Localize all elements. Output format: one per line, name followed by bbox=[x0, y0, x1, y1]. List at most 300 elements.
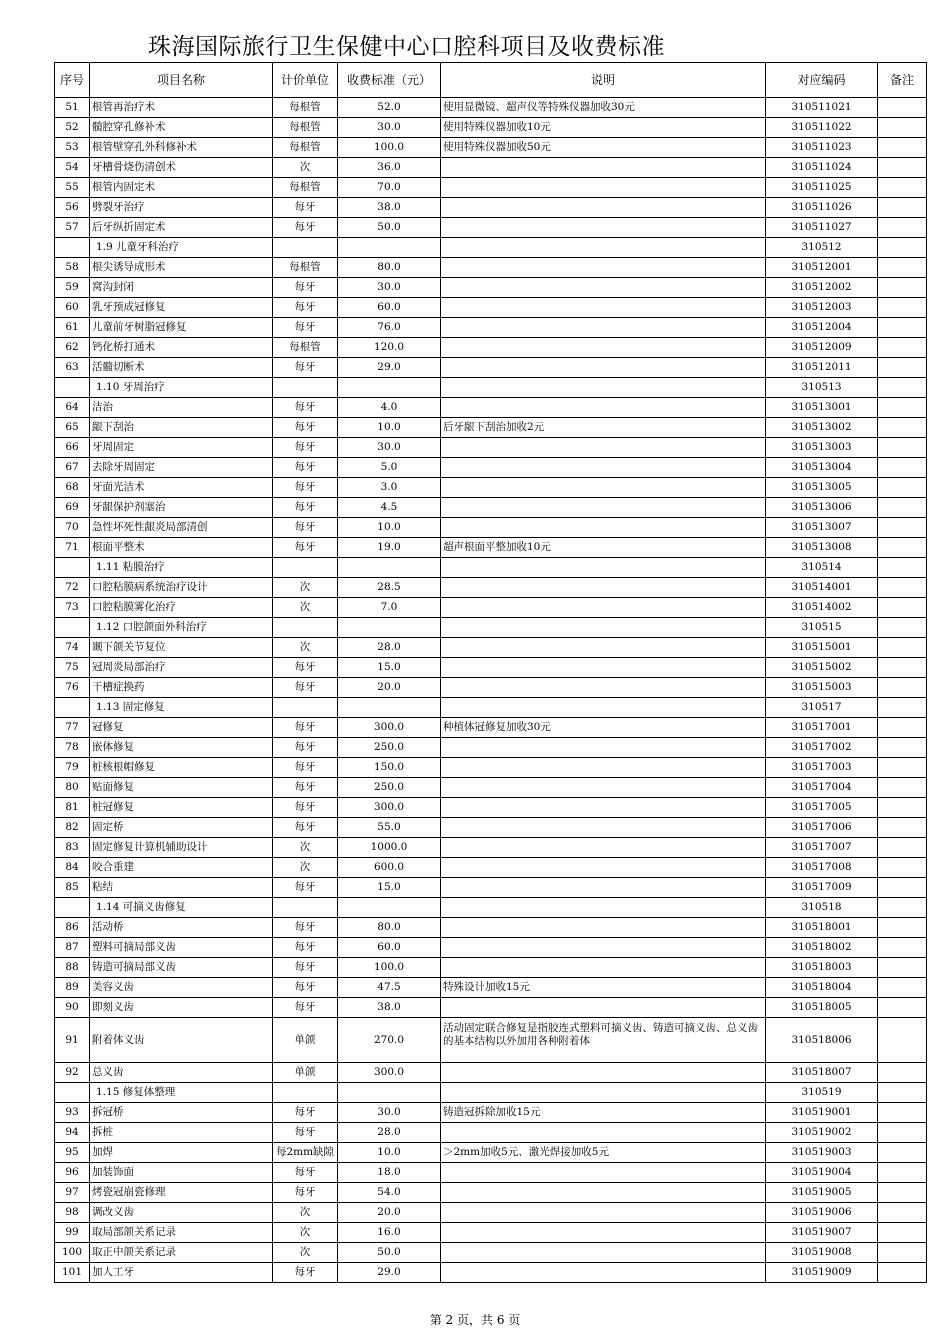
table-row bbox=[55, 778, 927, 798]
fee-cell: 300.0 bbox=[338, 1063, 441, 1083]
unit-cell: 每牙 bbox=[273, 958, 338, 978]
code-cell: 310517005 bbox=[766, 798, 878, 818]
note-cell bbox=[441, 758, 766, 778]
remark-cell bbox=[878, 778, 927, 798]
item-name-cell: 冠修复 bbox=[90, 718, 273, 738]
code-cell: 310514001 bbox=[766, 578, 878, 598]
remark-cell bbox=[878, 158, 927, 178]
fee-cell bbox=[338, 698, 441, 718]
table-row bbox=[55, 558, 927, 578]
remark-cell bbox=[878, 898, 927, 918]
table-row bbox=[55, 1203, 927, 1223]
table-row bbox=[55, 378, 927, 398]
seq-cell: 68 bbox=[55, 478, 90, 498]
code-cell: 310517001 bbox=[766, 718, 878, 738]
table-row bbox=[55, 818, 927, 838]
fee-cell: 4.0 bbox=[338, 398, 441, 418]
unit-cell: 每牙 bbox=[273, 478, 338, 498]
item-name-cell: 乳牙预成冠修复 bbox=[90, 298, 273, 318]
remark-cell bbox=[878, 278, 927, 298]
unit-cell: 每牙 bbox=[273, 358, 338, 378]
unit-cell: 次 bbox=[273, 598, 338, 618]
code-cell: 310519002 bbox=[766, 1123, 878, 1143]
item-name-cell: 总义齿 bbox=[90, 1063, 273, 1083]
table-row bbox=[55, 978, 927, 998]
remark-cell bbox=[878, 698, 927, 718]
fee-cell: 50.0 bbox=[338, 218, 441, 238]
table-row bbox=[55, 258, 927, 278]
code-cell: 310512003 bbox=[766, 298, 878, 318]
fee-cell bbox=[338, 238, 441, 258]
remark-cell bbox=[878, 1018, 927, 1063]
note-cell bbox=[441, 798, 766, 818]
fee-cell: 52.0 bbox=[338, 98, 441, 118]
item-name-cell: 拆冠桥 bbox=[90, 1103, 273, 1123]
table-row bbox=[55, 1063, 927, 1083]
note-cell bbox=[441, 1063, 766, 1083]
remark-cell bbox=[878, 1063, 927, 1083]
unit-cell: 次 bbox=[273, 838, 338, 858]
note-cell bbox=[441, 778, 766, 798]
unit-cell: 每牙 bbox=[273, 278, 338, 298]
remark-cell bbox=[878, 178, 927, 198]
remark-cell bbox=[878, 938, 927, 958]
fee-cell: 50.0 bbox=[338, 1243, 441, 1263]
page-title: 珠海国际旅行卫生保健中心口腔科项目及收费标准 bbox=[148, 34, 665, 60]
note-cell bbox=[441, 1203, 766, 1223]
remark-cell bbox=[878, 238, 927, 258]
fee-cell: 76.0 bbox=[338, 318, 441, 338]
page-footer: 第 2 页，共 6 页 bbox=[429, 1313, 521, 1327]
table-row bbox=[55, 478, 927, 498]
table-row bbox=[55, 578, 927, 598]
table-row bbox=[55, 898, 927, 918]
fee-cell: 30.0 bbox=[338, 438, 441, 458]
note-cell bbox=[441, 918, 766, 938]
table-row bbox=[55, 158, 927, 178]
item-name-cell: 髓腔穿孔修补术 bbox=[90, 118, 273, 138]
unit-cell: 次 bbox=[273, 638, 338, 658]
table-row bbox=[55, 458, 927, 478]
code-cell: 310517008 bbox=[766, 858, 878, 878]
seq-cell: 91 bbox=[55, 1018, 90, 1063]
header-seq: 序号 bbox=[55, 63, 90, 98]
remark-cell bbox=[878, 1223, 927, 1243]
fee-cell: 120.0 bbox=[338, 338, 441, 358]
unit-cell: 每根管 bbox=[273, 138, 338, 158]
table-row bbox=[55, 538, 927, 558]
note-cell bbox=[441, 338, 766, 358]
table-row bbox=[55, 618, 927, 638]
remark-cell bbox=[878, 1143, 927, 1163]
fee-cell: 54.0 bbox=[338, 1183, 441, 1203]
seq-cell: 78 bbox=[55, 738, 90, 758]
seq-cell: 72 bbox=[55, 578, 90, 598]
unit-cell: 每牙 bbox=[273, 298, 338, 318]
unit-cell: 每根管 bbox=[273, 258, 338, 278]
unit-cell: 每牙 bbox=[273, 758, 338, 778]
fee-cell: 10.0 bbox=[338, 1143, 441, 1163]
note-cell bbox=[441, 478, 766, 498]
code-cell: 310515003 bbox=[766, 678, 878, 698]
note-cell bbox=[441, 278, 766, 298]
seq-cell bbox=[55, 238, 90, 258]
fee-table bbox=[54, 62, 927, 1283]
item-name-cell: 活动桥 bbox=[90, 918, 273, 938]
code-cell: 310513006 bbox=[766, 498, 878, 518]
fee-cell: 1000.0 bbox=[338, 838, 441, 858]
item-name-cell: 牙龈保护剂塞治 bbox=[90, 498, 273, 518]
unit-cell: 每牙 bbox=[273, 218, 338, 238]
seq-cell: 79 bbox=[55, 758, 90, 778]
header-fee: 收费标准（元） bbox=[338, 63, 441, 98]
seq-cell: 57 bbox=[55, 218, 90, 238]
item-name-cell: 龈下刮治 bbox=[90, 418, 273, 438]
remark-cell bbox=[878, 98, 927, 118]
code-cell: 310519003 bbox=[766, 1143, 878, 1163]
code-cell: 310518005 bbox=[766, 998, 878, 1018]
fee-cell: 28.0 bbox=[338, 1123, 441, 1143]
fee-cell: 80.0 bbox=[338, 258, 441, 278]
unit-cell: 每牙 bbox=[273, 978, 338, 998]
table-row bbox=[55, 858, 927, 878]
remark-cell bbox=[878, 958, 927, 978]
seq-cell: 66 bbox=[55, 438, 90, 458]
note-cell: ＞2mm加收5元、激光焊接加收5元 bbox=[441, 1143, 766, 1163]
fee-cell: 300.0 bbox=[338, 718, 441, 738]
seq-cell: 55 bbox=[55, 178, 90, 198]
remark-cell bbox=[878, 598, 927, 618]
fee-cell: 270.0 bbox=[338, 1018, 441, 1063]
unit-cell: 每根管 bbox=[273, 338, 338, 358]
code-cell: 310519009 bbox=[766, 1263, 878, 1283]
unit-cell: 每牙 bbox=[273, 318, 338, 338]
fee-cell: 55.0 bbox=[338, 818, 441, 838]
item-name-cell: 嵌体修复 bbox=[90, 738, 273, 758]
note-cell: 活动固定联合修复是指胶连式塑料可摘义齿、铸造可摘义齿、总义齿的基本结构以外加用各种附着体 bbox=[441, 1018, 766, 1063]
unit-cell: 每牙 bbox=[273, 678, 338, 698]
item-name-cell: 干槽症换药 bbox=[90, 678, 273, 698]
table-row bbox=[55, 598, 927, 618]
seq-cell bbox=[55, 558, 90, 578]
unit-cell: 每牙 bbox=[273, 458, 338, 478]
fee-cell: 16.0 bbox=[338, 1223, 441, 1243]
remark-cell bbox=[878, 798, 927, 818]
note-cell bbox=[441, 878, 766, 898]
table-row bbox=[55, 518, 927, 538]
seq-cell: 52 bbox=[55, 118, 90, 138]
item-name-cell: 去除牙周固定 bbox=[90, 458, 273, 478]
item-name-cell: 根尖诱导成形术 bbox=[90, 258, 273, 278]
code-cell: 310519007 bbox=[766, 1223, 878, 1243]
item-name-cell: 颞下颌关节复位 bbox=[90, 638, 273, 658]
header-item-name: 项目名称 bbox=[90, 63, 273, 98]
table-row bbox=[55, 198, 927, 218]
code-cell: 310513004 bbox=[766, 458, 878, 478]
remark-cell bbox=[878, 418, 927, 438]
item-name-cell: 美容义齿 bbox=[90, 978, 273, 998]
table-row bbox=[55, 878, 927, 898]
seq-cell: 98 bbox=[55, 1203, 90, 1223]
code-cell: 310511027 bbox=[766, 218, 878, 238]
note-cell: 使用显微镜、超声仪等特殊仪器加收30元 bbox=[441, 98, 766, 118]
code-cell: 310514 bbox=[766, 558, 878, 578]
remark-cell bbox=[878, 538, 927, 558]
remark-cell bbox=[878, 918, 927, 938]
code-cell: 310517006 bbox=[766, 818, 878, 838]
note-cell bbox=[441, 698, 766, 718]
remark-cell bbox=[878, 978, 927, 998]
item-name-cell: 劈裂牙治疗 bbox=[90, 198, 273, 218]
seq-cell: 75 bbox=[55, 658, 90, 678]
remark-cell bbox=[878, 858, 927, 878]
code-cell: 310519 bbox=[766, 1083, 878, 1103]
seq-cell: 81 bbox=[55, 798, 90, 818]
table-row bbox=[55, 98, 927, 118]
item-name-cell: 咬合重建 bbox=[90, 858, 273, 878]
item-name-cell: 急性坏死性龈炎局部清创 bbox=[90, 518, 273, 538]
seq-cell: 54 bbox=[55, 158, 90, 178]
seq-cell: 101 bbox=[55, 1263, 90, 1283]
unit-cell: 每牙 bbox=[273, 658, 338, 678]
fee-cell bbox=[338, 1083, 441, 1103]
note-cell bbox=[441, 678, 766, 698]
remark-cell bbox=[878, 758, 927, 778]
note-cell bbox=[441, 318, 766, 338]
item-name-cell: 窝沟封闭 bbox=[90, 278, 273, 298]
seq-cell: 58 bbox=[55, 258, 90, 278]
item-name-cell: 加装饰面 bbox=[90, 1163, 273, 1183]
seq-cell: 83 bbox=[55, 838, 90, 858]
note-cell bbox=[441, 738, 766, 758]
item-name-cell: 桩核根帽修复 bbox=[90, 758, 273, 778]
unit-cell bbox=[273, 558, 338, 578]
unit-cell: 每牙 bbox=[273, 1263, 338, 1283]
fee-cell: 28.5 bbox=[338, 578, 441, 598]
fee-cell: 10.0 bbox=[338, 418, 441, 438]
note-cell bbox=[441, 358, 766, 378]
table-row bbox=[55, 118, 927, 138]
item-name-cell: 固定桥 bbox=[90, 818, 273, 838]
code-cell: 310518002 bbox=[766, 938, 878, 958]
table-row bbox=[55, 278, 927, 298]
code-cell: 310514002 bbox=[766, 598, 878, 618]
note-cell bbox=[441, 438, 766, 458]
note-cell bbox=[441, 598, 766, 618]
table-row bbox=[55, 678, 927, 698]
fee-cell: 4.5 bbox=[338, 498, 441, 518]
code-cell: 310513 bbox=[766, 378, 878, 398]
note-cell bbox=[441, 1083, 766, 1103]
item-name-cell: 加人工牙 bbox=[90, 1263, 273, 1283]
table-row bbox=[55, 838, 927, 858]
note-cell bbox=[441, 378, 766, 398]
code-cell: 310515001 bbox=[766, 638, 878, 658]
note-cell bbox=[441, 498, 766, 518]
seq-cell: 51 bbox=[55, 98, 90, 118]
item-name-cell: 1.15 修复体整理 bbox=[90, 1083, 273, 1103]
unit-cell: 每牙 bbox=[273, 1163, 338, 1183]
item-name-cell: 活髓切断术 bbox=[90, 358, 273, 378]
remark-cell bbox=[878, 878, 927, 898]
fee-cell: 47.5 bbox=[338, 978, 441, 998]
code-cell: 310511026 bbox=[766, 198, 878, 218]
item-name-cell: 口腔粘膜病系统治疗设计 bbox=[90, 578, 273, 598]
code-cell: 310518006 bbox=[766, 1018, 878, 1063]
unit-cell: 次 bbox=[273, 1243, 338, 1263]
seq-cell bbox=[55, 618, 90, 638]
item-name-cell: 1.10 牙周治疗 bbox=[90, 378, 273, 398]
remark-cell bbox=[878, 998, 927, 1018]
table-row bbox=[55, 1123, 927, 1143]
seq-cell: 74 bbox=[55, 638, 90, 658]
note-cell: 特殊设计加收15元 bbox=[441, 978, 766, 998]
code-cell: 310517003 bbox=[766, 758, 878, 778]
table-row bbox=[55, 338, 927, 358]
remark-cell bbox=[878, 318, 927, 338]
code-cell: 310512002 bbox=[766, 278, 878, 298]
remark-cell bbox=[878, 198, 927, 218]
item-name-cell: 1.12 口腔颌面外科治疗 bbox=[90, 618, 273, 638]
unit-cell bbox=[273, 1083, 338, 1103]
unit-cell: 每2mm缺隙 bbox=[273, 1143, 338, 1163]
item-name-cell: 钙化桥打通术 bbox=[90, 338, 273, 358]
seq-cell bbox=[55, 378, 90, 398]
remark-cell bbox=[878, 578, 927, 598]
remark-cell bbox=[878, 1103, 927, 1123]
table-row bbox=[55, 358, 927, 378]
note-cell: 使用特殊仪器加收50元 bbox=[441, 138, 766, 158]
table-row bbox=[55, 1243, 927, 1263]
unit-cell bbox=[273, 378, 338, 398]
note-cell bbox=[441, 218, 766, 238]
item-name-cell: 即刻义齿 bbox=[90, 998, 273, 1018]
note-cell: 种植体冠修复加收30元 bbox=[441, 718, 766, 738]
remark-cell bbox=[878, 358, 927, 378]
code-cell: 310515 bbox=[766, 618, 878, 638]
table-row bbox=[55, 758, 927, 778]
item-name-cell: 牙槽骨烧伤清创术 bbox=[90, 158, 273, 178]
seq-cell: 85 bbox=[55, 878, 90, 898]
note-cell bbox=[441, 518, 766, 538]
fee-cell bbox=[338, 898, 441, 918]
fee-cell: 100.0 bbox=[338, 138, 441, 158]
fee-cell: 15.0 bbox=[338, 658, 441, 678]
item-name-cell: 铸造可摘局部义齿 bbox=[90, 958, 273, 978]
seq-cell: 64 bbox=[55, 398, 90, 418]
unit-cell: 次 bbox=[273, 1223, 338, 1243]
item-name-cell: 固定修复计算机辅助设计 bbox=[90, 838, 273, 858]
unit-cell: 次 bbox=[273, 578, 338, 598]
remark-cell bbox=[878, 498, 927, 518]
unit-cell: 每牙 bbox=[273, 818, 338, 838]
unit-cell: 单颌 bbox=[273, 1018, 338, 1063]
table-row bbox=[55, 1143, 927, 1163]
note-cell bbox=[441, 458, 766, 478]
table-row bbox=[55, 918, 927, 938]
remark-cell bbox=[878, 1163, 927, 1183]
fee-cell: 600.0 bbox=[338, 858, 441, 878]
note-cell bbox=[441, 1223, 766, 1243]
fee-cell: 29.0 bbox=[338, 1263, 441, 1283]
unit-cell: 每牙 bbox=[273, 778, 338, 798]
code-cell: 310517 bbox=[766, 698, 878, 718]
seq-cell: 87 bbox=[55, 938, 90, 958]
note-cell bbox=[441, 998, 766, 1018]
fee-cell bbox=[338, 618, 441, 638]
note-cell bbox=[441, 178, 766, 198]
fee-cell: 7.0 bbox=[338, 598, 441, 618]
seq-cell: 99 bbox=[55, 1223, 90, 1243]
code-cell: 310513007 bbox=[766, 518, 878, 538]
code-cell: 310513005 bbox=[766, 478, 878, 498]
fee-cell: 20.0 bbox=[338, 1203, 441, 1223]
code-cell: 310518 bbox=[766, 898, 878, 918]
unit-cell: 每根管 bbox=[273, 118, 338, 138]
note-cell bbox=[441, 958, 766, 978]
table-row bbox=[55, 178, 927, 198]
code-cell: 310519005 bbox=[766, 1183, 878, 1203]
code-cell: 310511022 bbox=[766, 118, 878, 138]
table-row bbox=[55, 718, 927, 738]
note-cell: 使用特殊仪器加收10元 bbox=[441, 118, 766, 138]
code-cell: 310517009 bbox=[766, 878, 878, 898]
remark-cell bbox=[878, 458, 927, 478]
fee-cell: 70.0 bbox=[338, 178, 441, 198]
fee-cell: 100.0 bbox=[338, 958, 441, 978]
unit-cell: 次 bbox=[273, 1203, 338, 1223]
item-name-cell: 取正中颌关系记录 bbox=[90, 1243, 273, 1263]
remark-cell bbox=[878, 678, 927, 698]
table-row bbox=[55, 1183, 927, 1203]
seq-cell bbox=[55, 698, 90, 718]
seq-cell: 96 bbox=[55, 1163, 90, 1183]
note-cell: 后牙龈下刮治加收2元 bbox=[441, 418, 766, 438]
unit-cell: 每牙 bbox=[273, 878, 338, 898]
note-cell bbox=[441, 858, 766, 878]
item-name-cell: 牙面光洁术 bbox=[90, 478, 273, 498]
item-name-cell: 牙周固定 bbox=[90, 438, 273, 458]
table-row bbox=[55, 998, 927, 1018]
header-unit: 计价单位 bbox=[273, 63, 338, 98]
code-cell: 310515002 bbox=[766, 658, 878, 678]
seq-cell: 90 bbox=[55, 998, 90, 1018]
table-header-row bbox=[55, 63, 927, 98]
code-cell: 310512 bbox=[766, 238, 878, 258]
item-name-cell: 加焊 bbox=[90, 1143, 273, 1163]
remark-cell bbox=[878, 218, 927, 238]
table-row bbox=[55, 938, 927, 958]
code-cell: 310518003 bbox=[766, 958, 878, 978]
note-cell bbox=[441, 838, 766, 858]
table-row bbox=[55, 1018, 927, 1063]
unit-cell bbox=[273, 898, 338, 918]
fee-cell: 60.0 bbox=[338, 298, 441, 318]
remark-cell bbox=[878, 1203, 927, 1223]
code-cell: 310518007 bbox=[766, 1063, 878, 1083]
seq-cell: 61 bbox=[55, 318, 90, 338]
seq-cell: 71 bbox=[55, 538, 90, 558]
seq-cell: 56 bbox=[55, 198, 90, 218]
fee-cell: 28.0 bbox=[338, 638, 441, 658]
unit-cell: 每牙 bbox=[273, 718, 338, 738]
unit-cell: 每根管 bbox=[273, 98, 338, 118]
remark-cell bbox=[878, 378, 927, 398]
item-name-cell: 烤瓷冠崩瓷修理 bbox=[90, 1183, 273, 1203]
unit-cell: 每牙 bbox=[273, 398, 338, 418]
note-cell: 超声根面平整加收10元 bbox=[441, 538, 766, 558]
remark-cell bbox=[878, 558, 927, 578]
